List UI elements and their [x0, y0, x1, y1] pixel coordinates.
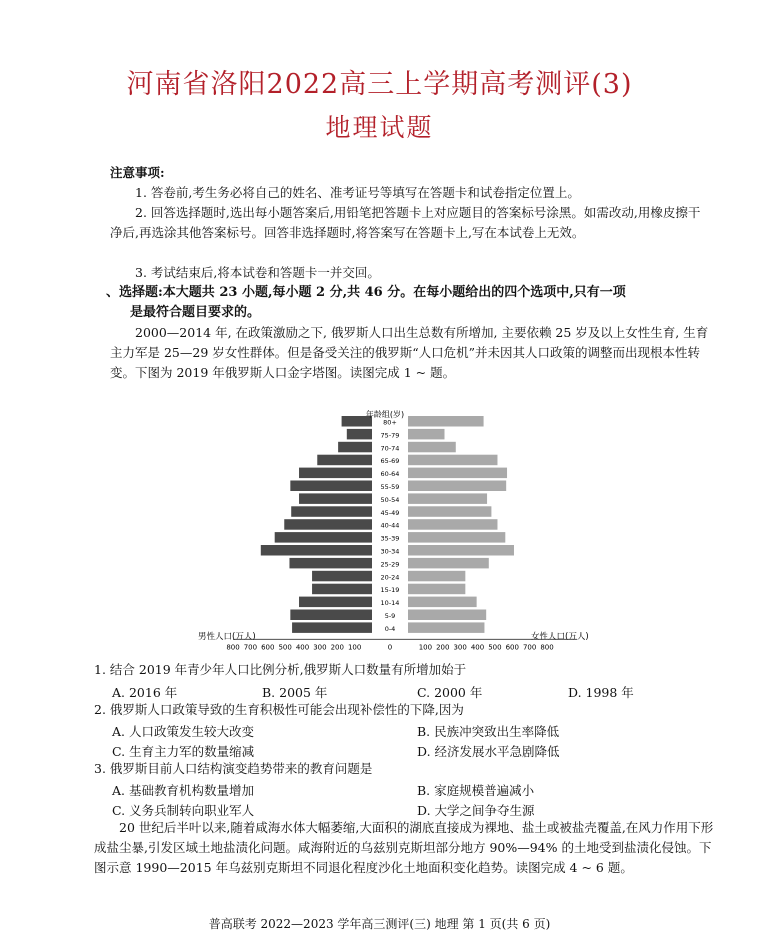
x-tick-label: 500 [278, 643, 292, 650]
x-tick-label: 400 [470, 643, 485, 650]
female-bar-10-14 [408, 597, 477, 608]
age-group-label: 35-39 [380, 534, 400, 543]
age-group-label: 50-54 [380, 495, 400, 504]
q1-option-d[interactable]: D. 1998 年 [568, 685, 634, 700]
exam-title: 河南省洛阳2022高三上学期高考测评(3) [126, 69, 633, 100]
question-2-stem: 2. 俄罗斯人口政策导致的生育积极性可能会出现补偿性的下降,因为 [94, 702, 464, 717]
age-group-label: 75-79 [380, 431, 400, 440]
q1-option-c[interactable]: C. 2000 年 [417, 685, 483, 700]
male-bar-0-4 [292, 622, 372, 633]
section-heading: 、选择题:本大题共 23 小题,每小题 2 分,共 46 分。在每小题给出的四个选项中,只有一项 [106, 285, 626, 300]
notice-heading: 注意事项: [110, 165, 165, 180]
age-group-label: 25-29 [380, 560, 400, 569]
notice-item-1: 1. 答卷前,考生务必将自己的姓名、准考证号等填写在答题卡和试卷指定位置上。 [135, 185, 580, 200]
q1-option-a[interactable]: A. 2016 年 [112, 685, 178, 700]
male-bar-60-64 [299, 468, 372, 479]
female-bar-15-19 [408, 584, 465, 595]
age-group-label: 10-14 [380, 599, 400, 608]
female-axis-label: 女性人口(万人) [531, 632, 589, 642]
female-bar-45-49 [408, 506, 491, 517]
male-bar-35-39 [275, 532, 372, 543]
female-bar-65-69 [408, 455, 497, 466]
male-bar-5-9 [290, 610, 372, 621]
chart-title: 年龄组(岁) [365, 410, 405, 419]
male-bar-75-79 [347, 429, 372, 440]
x-tick-label: 0 [387, 643, 393, 650]
male-bar-15-19 [312, 584, 372, 595]
age-group-label: 60-64 [380, 470, 400, 479]
page-footer: 普高联考 2022—2023 学年高三测评(三) 地理 第 1 页(共 6 页) [208, 917, 551, 931]
age-group-label: 0-4 [384, 624, 396, 633]
female-bar-25-29 [408, 558, 489, 569]
question-1-stem: 1. 结合 2019 年青少年人口比例分析,俄罗斯人口数量有所增加始于 [94, 662, 467, 677]
age-group-label: 55-59 [380, 483, 400, 491]
male-bar-20-24 [312, 571, 372, 582]
section-heading-2: 是最符合题目要求的。 [130, 305, 261, 320]
female-bar-70-74 [408, 442, 456, 453]
x-tick-label: 700 [243, 643, 258, 650]
female-bar-75-79 [408, 429, 444, 440]
age-group-label: 20-24 [380, 573, 400, 582]
q2-option-a[interactable]: A. 人口政策发生较大改变 [112, 724, 254, 739]
age-group-label: 30-34 [380, 547, 400, 556]
q1-option-b[interactable]: B. 2005 年 [262, 685, 328, 700]
female-bar-35-39 [408, 532, 505, 543]
female-bar-80+ [408, 416, 484, 427]
female-bar-20-24 [408, 571, 465, 582]
q3-option-a[interactable]: A. 基础教育机构数量增加 [112, 783, 254, 798]
female-bar-55-59 [408, 481, 506, 492]
age-group-label: 15-19 [380, 586, 400, 595]
age-group-label: 5-9 [384, 612, 396, 620]
female-bar-50-54 [408, 493, 487, 504]
x-tick-label: 600 [261, 643, 275, 650]
x-tick-label: 800 [540, 643, 554, 650]
age-group-label: 40-44 [380, 521, 400, 530]
male-bar-10-14 [299, 597, 372, 608]
male-bar-30-34 [261, 545, 372, 556]
question-3-stem: 3. 俄罗斯目前人口结构演变趋势带来的教育问题是 [94, 761, 373, 776]
male-bar-25-29 [289, 558, 372, 569]
x-tick-label: 700 [522, 643, 537, 650]
q2-option-d[interactable]: D. 经济发展水平急剧降低 [417, 744, 560, 759]
female-bar-60-64 [408, 468, 507, 479]
q3-option-c[interactable]: C. 义务兵制转向职业军人 [112, 803, 255, 818]
passage-1: 2000—2014 年, 在政策激励之下, 俄罗斯人口出生总数有所增加, 主要依赖 25 岁及以上女性生育, 生育主力军是 25—29 岁女性群体。但是备受关注的俄罗斯“人口危机”并未因其人口政策的调整而出现根本性转变。下图为 2019 年俄罗斯人口金字塔图。读图完成 1 ~ 题。 [110, 325, 709, 380]
population-pyramid-chart [0, 400, 759, 650]
female-bar-5-9 [408, 610, 486, 621]
q2-option-b[interactable]: B. 民族冲突致出生率降低 [417, 724, 560, 739]
x-tick-label: 400 [295, 643, 310, 650]
notice-item-2: 2. 回答选择题时,选出每小题答案后,用铅笔把答题卡上对应题目的答案标号涂黑。如需改动,用橡皮擦干净后,再选涂其他答案标号。回答非选择题时,将答案写在答题卡上,写在本试卷上无效。 [110, 205, 701, 240]
male-bar-55-59 [290, 481, 372, 492]
q3-option-d[interactable]: D. 大学之间争夺生源 [417, 803, 535, 818]
age-group-label: 80+ [383, 418, 397, 427]
x-tick-label: 300 [453, 643, 467, 650]
age-group-label: 65-69 [380, 457, 400, 466]
x-tick-label: 100 [418, 643, 433, 650]
male-axis-label: 男性人口(万人) [198, 632, 256, 642]
male-bar-65-69 [317, 455, 372, 466]
male-bar-70-74 [338, 442, 372, 453]
male-bar-50-54 [299, 493, 372, 504]
notice-item-3: 3. 考试结束后,将本试卷和答题卡一并交回。 [135, 265, 380, 280]
female-bar-30-34 [408, 545, 514, 556]
x-tick-label: 800 [226, 643, 240, 650]
q2-option-c[interactable]: C. 生育主力军的数量缩减 [112, 744, 255, 759]
x-tick-label: 200 [330, 643, 344, 650]
x-tick-label: 500 [488, 643, 502, 650]
female-bar-40-44 [408, 519, 497, 530]
age-group-label: 70-74 [380, 444, 400, 453]
passage-2: 20 世纪后半叶以来,随着咸海水体大幅萎缩,大面积的湖底直接成为裸地、盐土或被盐壳覆盖,在风力作用下形成盐尘暴,引发区域土地盐渍化问题。咸海附近的乌兹别克斯坦部分地方 90%—94% 的土地受到盐渍化侵蚀。下图示意 1990—2015 年乌兹别克斯坦不同退化程度沙化土地面积变化趋势。读图完成 4 ~ 6 题。 [94, 820, 714, 875]
x-tick-label: 600 [505, 643, 519, 650]
q3-option-b[interactable]: B. 家庭规模普遍减小 [417, 783, 535, 798]
male-bar-45-49 [291, 506, 372, 517]
female-bar-0-4 [408, 622, 484, 633]
age-group-label: 45-49 [380, 508, 400, 517]
x-tick-label: 300 [313, 643, 327, 650]
x-tick-label: 200 [436, 643, 450, 650]
exam-subtitle: 地理试题 [325, 113, 434, 142]
x-tick-label: 100 [347, 643, 362, 650]
male-bar-40-44 [284, 519, 372, 530]
